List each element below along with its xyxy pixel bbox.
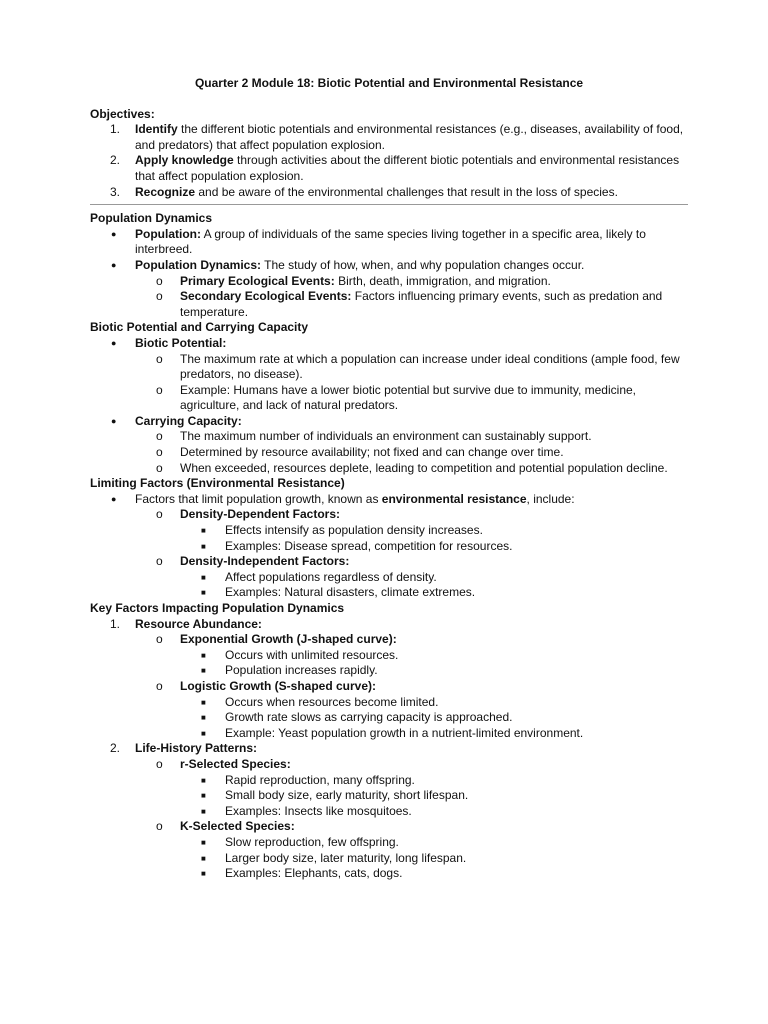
circle-bullet-icon: o xyxy=(156,819,163,834)
circle-bullet-icon: o xyxy=(156,632,163,647)
objectives-list xyxy=(90,122,688,200)
square-bullet-icon: ■ xyxy=(201,541,206,551)
population-dynamics-list xyxy=(90,227,688,321)
list-item: o Density-Dependent Factors: xyxy=(156,507,341,522)
objectives-heading: Objectives: xyxy=(90,106,155,121)
list-item: ● Carrying Capacity: xyxy=(111,413,242,428)
circle-bullet-icon: o xyxy=(156,445,163,460)
list-item: ■ Population increases rapidly. xyxy=(201,663,378,678)
list-item: ■ Occurs with unlimited resources. xyxy=(201,647,399,662)
circle-bullet-icon: o xyxy=(156,289,163,304)
list-item: o Logistic Growth (S-shaped curve): xyxy=(156,678,377,693)
square-bullet-icon: ■ xyxy=(201,869,206,879)
square-bullet-icon: ■ xyxy=(201,728,206,738)
list-item: o Exponential Growth (J-shaped curve): xyxy=(156,632,397,647)
square-bullet-icon: ■ xyxy=(201,853,206,863)
list-item: 1. Resource Abundance: xyxy=(110,616,262,631)
section-divider xyxy=(90,204,688,205)
key-factors-heading: Key Factors Impacting Population Dynamics xyxy=(90,601,345,615)
list-item: ■ Small body size, early maturity, short lifespan. xyxy=(201,788,469,803)
list-item: o Example: Humans have a lower biotic potential but survive due to immunity, medicine, agriculture, and lack of natural predators. xyxy=(156,382,636,413)
bullet-icon: ● xyxy=(111,493,117,504)
list-item: ■ Slow reproduction, few offspring. xyxy=(201,834,399,849)
list-item: ■ Examples: Insects like mosquitoes. xyxy=(201,803,412,818)
list-item: o Primary Ecological Events: Birth, death, immigration, and migration. xyxy=(156,273,551,288)
list-item: 2. Life-History Patterns: xyxy=(110,741,258,756)
circle-bullet-icon: o xyxy=(156,756,163,771)
document-page xyxy=(90,76,688,882)
biotic-potential-list xyxy=(90,336,688,476)
limiting-factors-list xyxy=(90,492,688,601)
list-item: ■ Examples: Elephants, cats, dogs. xyxy=(201,866,403,881)
square-bullet-icon: ■ xyxy=(201,588,206,598)
square-bullet-icon: ■ xyxy=(201,806,206,816)
objective-item: 1. Identify the different biotic potentials and environmental resistances (e.g., diseases, availability of food, and predators) that affect population explosion. xyxy=(110,122,684,152)
bullet-icon: ● xyxy=(111,337,117,348)
square-bullet-icon: ■ xyxy=(201,572,206,582)
list-item: ● Population: A group of individuals of the same species living together in a specific area, likely to interbreed. xyxy=(111,226,646,257)
list-item: ■ Larger body size, later maturity, long lifespan. xyxy=(201,850,467,865)
circle-bullet-icon: o xyxy=(156,273,163,288)
list-item: ■ Occurs when resources become limited. xyxy=(201,694,439,709)
circle-bullet-icon: o xyxy=(156,429,163,444)
circle-bullet-icon: o xyxy=(156,554,163,569)
square-bullet-icon: ■ xyxy=(201,697,206,707)
objective-item: 3. Recognize and be aware of the environmental challenges that result in the loss of species. xyxy=(110,184,618,199)
circle-bullet-icon: o xyxy=(156,382,163,397)
square-bullet-icon: ■ xyxy=(201,775,206,785)
bullet-icon: ● xyxy=(111,259,117,270)
limiting-factors-heading: Limiting Factors (Environmental Resistance) xyxy=(90,476,345,491)
list-item: o When exceeded, resources deplete, leading to competition and potential population decline. xyxy=(156,460,668,475)
square-bullet-icon: ■ xyxy=(201,713,206,723)
circle-bullet-icon: o xyxy=(156,507,163,522)
square-bullet-icon: ■ xyxy=(201,666,206,676)
circle-bullet-icon: o xyxy=(156,678,163,693)
square-bullet-icon: ■ xyxy=(201,837,206,847)
list-item: ■ Effects intensify as population density increases. xyxy=(201,523,483,538)
circle-bullet-icon: o xyxy=(156,351,163,366)
list-item: o Secondary Ecological Events: Factors influencing primary events, such as predation and temperature. xyxy=(156,289,663,319)
list-item: ■ Rapid reproduction, many offspring. xyxy=(201,772,415,787)
circle-bullet-icon: o xyxy=(156,460,163,475)
square-bullet-icon: ■ xyxy=(201,526,206,536)
list-item: ● Population Dynamics: The study of how, when, and why population changes occur. xyxy=(111,257,585,272)
list-item: o The maximum rate at which a population can increase under ideal conditions (ample food, few predators, no disease). xyxy=(156,351,680,382)
list-item: o The maximum number of individuals an environment can sustainably support. xyxy=(156,429,592,444)
list-item: o Determined by resource availability; not fixed and can change over time. xyxy=(156,445,564,460)
list-item: o K-Selected Species: xyxy=(156,819,295,834)
list-item: o Density-Independent Factors: xyxy=(156,554,350,569)
square-bullet-icon: ■ xyxy=(201,791,206,801)
list-item: ■ Example: Yeast population growth in a nutrient-limited environment. xyxy=(201,725,584,740)
key-factors-list xyxy=(90,617,688,882)
list-item: o r-Selected Species: xyxy=(156,756,291,771)
list-item: ■ Examples: Natural disasters, climate extremes. xyxy=(201,585,476,600)
biotic-potential-heading: Biotic Potential and Carrying Capacity xyxy=(90,320,309,335)
page-title: Quarter 2 Module 18: Biotic Potential and Environmental Resistance xyxy=(194,76,584,90)
list-item: ■ Examples: Disease spread, competition for resources. xyxy=(201,538,513,553)
bullet-icon: ● xyxy=(111,415,117,426)
objective-item: 2. Apply knowledge through activities about the different biotic potentials and environmental resistances that affect population explosion. xyxy=(110,153,680,183)
list-item: ● Factors that limit population growth, known as environmental resistance, include: xyxy=(111,491,575,506)
square-bullet-icon: ■ xyxy=(201,650,206,660)
list-item: ■ Growth rate slows as carrying capacity is approached. xyxy=(201,710,513,725)
list-item: ● Biotic Potential: xyxy=(111,335,227,350)
list-item: ■ Affect populations regardless of density. xyxy=(201,569,437,584)
bullet-icon: ● xyxy=(111,228,117,239)
population-dynamics-heading: Population Dynamics xyxy=(90,211,213,226)
